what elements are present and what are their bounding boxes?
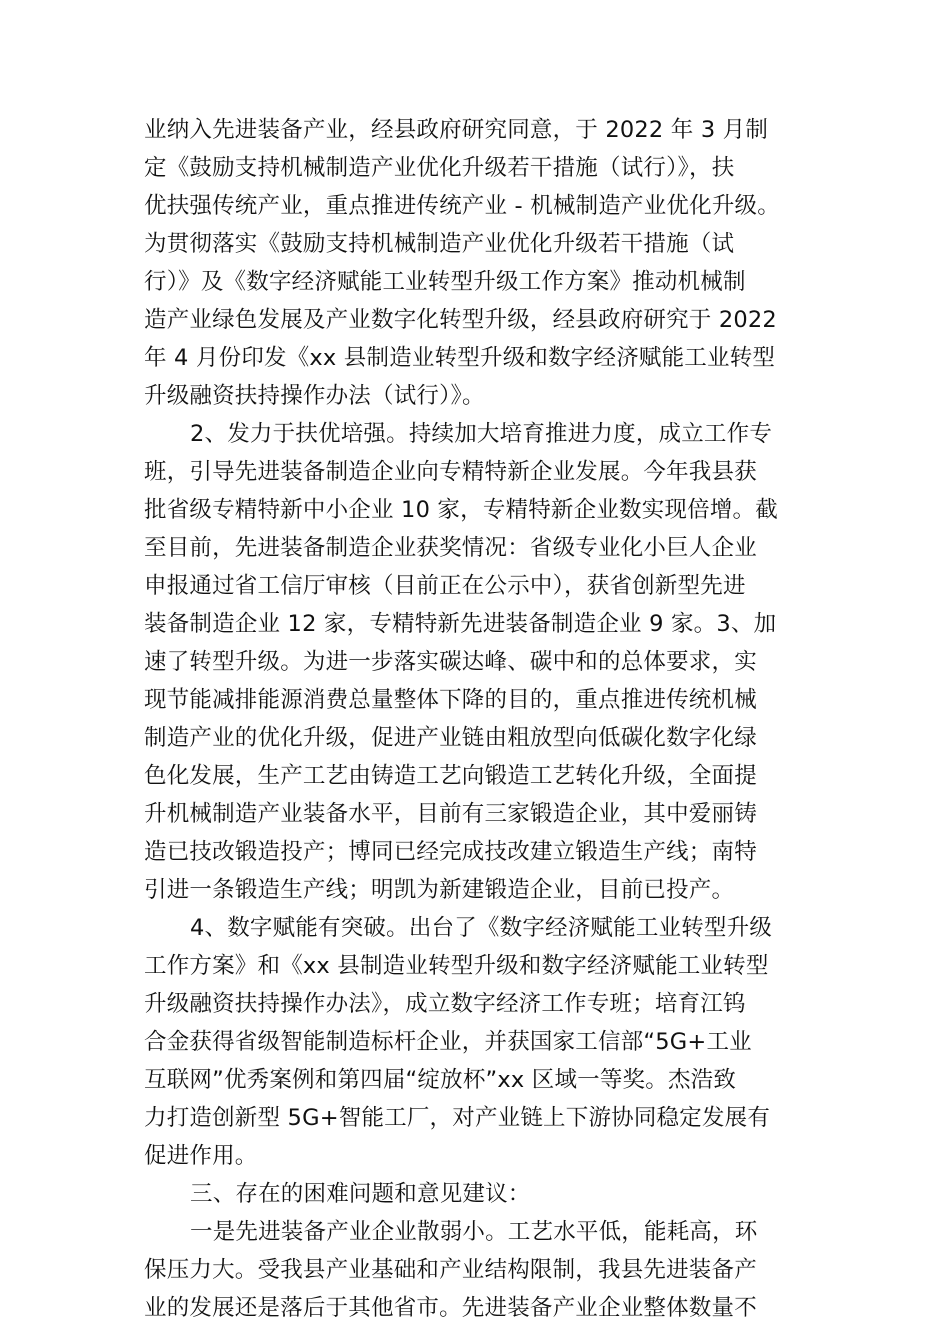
text-line: 制造产业的优化升级，促进产业链由粗放型向低碳化数字化绿	[144, 725, 757, 751]
text-line: 保压力大。受我县产业基础和产业结构限制，我县先进装备产	[144, 1257, 757, 1283]
section-heading: 三、存在的困难问题和意见建议：	[190, 1181, 531, 1207]
text-line: 业纳入先进装备产业，经县政府研究同意，于 2022 年 3 月制	[144, 117, 769, 143]
text-line: 现节能减排能源消费总量整体下降的目的，重点推进传统机械	[144, 687, 757, 713]
text-line: 2、发力于扶优培强。持续加大培育推进力度，成立工作专	[190, 421, 773, 447]
text-line: 批省级专精特新中小企业 10 家，专精特新企业数实现倍增。截	[144, 497, 778, 523]
text-line: 4、数字赋能有突破。出台了《数字经济赋能工业转型升级	[190, 915, 773, 941]
text-line: 一是先进装备产业企业散弱小。工艺水平低，能耗高，环	[190, 1219, 758, 1245]
text-line: 合金获得省级智能制造标杆企业，并获国家工信部“5G+工业	[144, 1029, 752, 1055]
text-line: 升级融资扶持操作办法（试行）》。	[144, 383, 485, 409]
text-line: 年 4 月份印发《xx 县制造业转型升级和数字经济赋能工业转型	[144, 345, 776, 371]
text-line: 互联网”优秀案例和第四届“绽放杯”xx 区域一等奖。杰浩致	[144, 1067, 737, 1093]
text-line: 色化发展，生产工艺由铸造工艺向锻造工艺转化升级，全面提	[144, 763, 757, 789]
text-line: 装备制造企业 12 家，专精特新先进装备制造企业 9 家。3、加	[144, 611, 777, 637]
text-line: 优扶强传统产业，重点推进传统产业 - 机械制造产业优化升级。	[144, 193, 780, 219]
text-line: 造已技改锻造投产；博同已经完成技改建立锻造生产线；南特	[144, 839, 757, 865]
text-line: 力打造创新型 5G+智能工厂，对产业链上下游协同稳定发展有	[144, 1105, 771, 1131]
text-line: 升级融资扶持操作办法》，成立数字经济工作专班；培育江钨	[144, 991, 746, 1017]
text-line: 定《鼓励支持机械制造产业优化升级若干措施（试行）》，扶	[144, 155, 735, 181]
text-line: 业的发展还是落后于其他省市。先进装备产业企业整体数量不	[144, 1295, 757, 1321]
text-line: 行）》及《数字经济赋能工业转型升级工作方案》推动机械制	[144, 269, 746, 295]
text-line: 升机械制造产业装备水平，目前有三家锻造企业，其中爱丽铸	[144, 801, 757, 827]
text-line: 班，引导先进装备制造企业向专精特新企业发展。今年我县获	[144, 459, 757, 485]
text-line: 造产业绿色发展及产业数字化转型升级，经县政府研究于 2022	[144, 307, 777, 333]
text-line: 至目前，先进装备制造企业获奖情况：省级专业化小巨人企业	[144, 535, 757, 561]
text-line: 为贯彻落实《鼓励支持机械制造产业优化升级若干措施（试	[144, 231, 735, 257]
text-line: 促进作用。	[144, 1143, 258, 1169]
text-line: 申报通过省工信厅审核（目前正在公示中），获省创新型先进	[144, 573, 746, 599]
text-line: 工作方案》和《xx 县制造业转型升级和数字经济赋能工业转型	[144, 953, 769, 979]
text-line: 引进一条锻造生产线；明凯为新建锻造企业，目前已投产。	[144, 877, 735, 903]
text-line: 速了转型升级。为进一步落实碳达峰、碳中和的总体要求，实	[144, 649, 757, 675]
